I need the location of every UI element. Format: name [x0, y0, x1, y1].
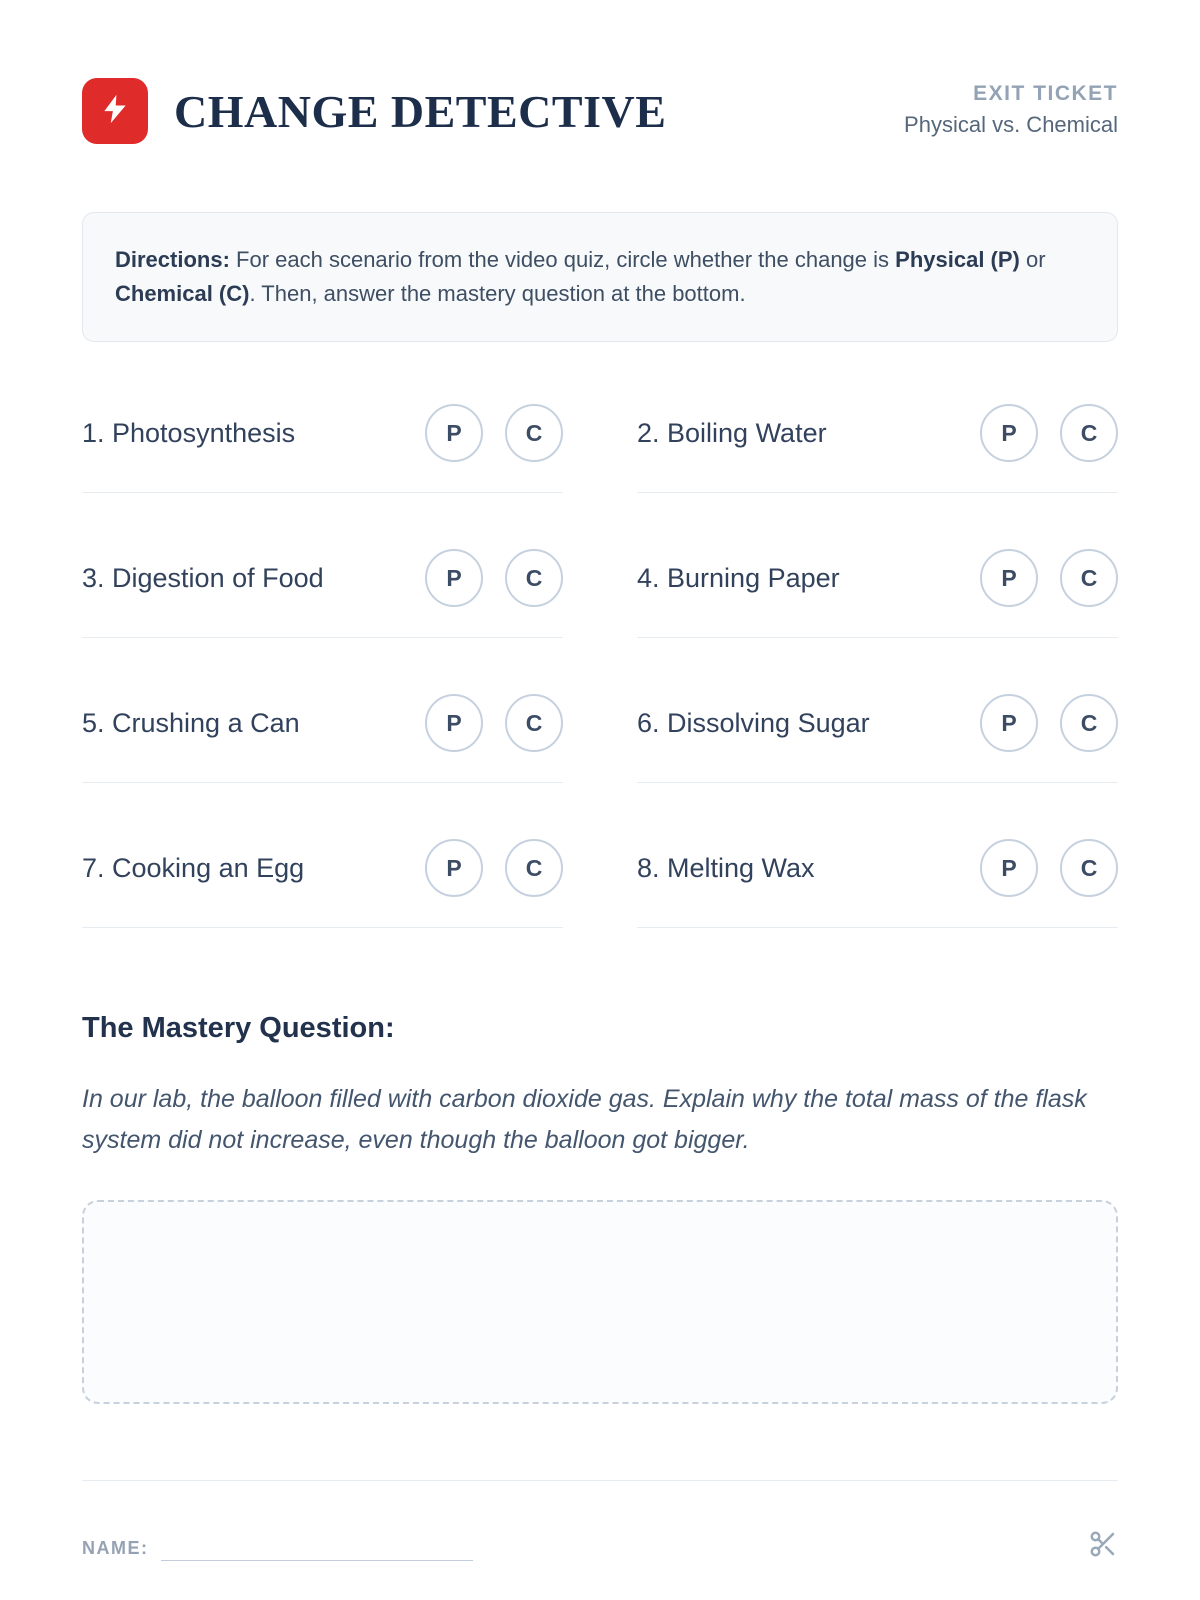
scenario-row: [82, 839, 563, 928]
scissors-icon: [1088, 1529, 1118, 1561]
choice-chemical[interactable]: C: [1060, 549, 1118, 607]
mastery-heading: The Mastery Question:: [82, 1012, 395, 1045]
scenario-row: [637, 694, 1118, 783]
choice-physical[interactable]: P: [425, 404, 483, 462]
scenario-row: [82, 549, 563, 638]
scenario-row: [82, 694, 563, 783]
choice-physical[interactable]: P: [425, 694, 483, 752]
app-logo: [82, 78, 148, 144]
mastery-question-text: In our lab, the balloon filled with carbon dioxide gas. Explain why the total mass of the flask system did not increase, even though the balloon got bigger.: [82, 1085, 1087, 1154]
answer-writing-area[interactable]: [82, 1200, 1118, 1404]
choice-chemical[interactable]: C: [1060, 404, 1118, 462]
page-title: CHANGE DETECTIVE: [174, 85, 667, 137]
name-field-group: [82, 1535, 473, 1561]
choice-group: [425, 839, 563, 897]
name-input-line[interactable]: [161, 1535, 473, 1561]
scenario-label: 2. Boiling Water: [637, 417, 827, 448]
directions-text-3: . Then, answer the mastery question at the bottom.: [249, 281, 746, 307]
scenario-label: 1. Photosynthesis: [82, 417, 296, 448]
scenario-label: 4. Burning Paper: [637, 562, 840, 593]
directions-label: Directions:: [115, 247, 230, 272]
name-label: NAME:: [82, 1538, 149, 1559]
scenario-label: 7. Cooking an Egg: [82, 852, 305, 883]
choice-chemical[interactable]: C: [1060, 839, 1118, 897]
directions-bold-chemical: Chemical (C): [115, 281, 250, 307]
directions-text-2: or: [1019, 247, 1046, 272]
scenario-label: 5. Crushing a Can: [82, 707, 300, 738]
choice-group: [980, 839, 1118, 897]
choice-group: [425, 404, 563, 462]
scenario-label: 8. Melting Wax: [637, 852, 815, 883]
choice-group: [980, 694, 1118, 752]
choice-physical[interactable]: P: [980, 694, 1038, 752]
worksheet-subtitle: Physical vs. Chemical: [904, 112, 1118, 137]
choice-chemical[interactable]: C: [505, 549, 563, 607]
header-left: [82, 78, 666, 144]
exit-ticket-badge: EXIT TICKET: [973, 82, 1118, 105]
footer-divider: [82, 1480, 1118, 1481]
scenario-row: [637, 404, 1118, 493]
choice-group: [425, 694, 563, 752]
scenario-row: [637, 549, 1118, 638]
choice-physical[interactable]: P: [425, 839, 483, 897]
choice-chemical[interactable]: C: [1060, 694, 1118, 752]
choice-chemical[interactable]: C: [505, 839, 563, 897]
scenario-row: [82, 404, 563, 493]
header-right: [904, 78, 1118, 138]
choice-group: [980, 404, 1118, 462]
directions-text-1: For each scenario from the video quiz, circle whether the change is: [229, 247, 896, 272]
scenario-label: 6. Dissolving Sugar: [637, 707, 870, 738]
directions-bold-physical: Physical (P): [895, 247, 1020, 272]
choice-group: [425, 549, 563, 607]
lightning-bolt-icon: [98, 92, 132, 131]
header: [82, 78, 1118, 144]
scenario-grid: [82, 404, 1118, 928]
choice-physical[interactable]: P: [980, 839, 1038, 897]
choice-group: [980, 549, 1118, 607]
directions-box: [82, 212, 1118, 342]
choice-physical[interactable]: P: [980, 549, 1038, 607]
choice-physical[interactable]: P: [980, 404, 1038, 462]
scenario-label: 3. Digestion of Food: [82, 562, 324, 593]
choice-physical[interactable]: P: [425, 549, 483, 607]
footer: [82, 1529, 1118, 1561]
choice-chemical[interactable]: C: [505, 404, 563, 462]
scenario-row: [637, 839, 1118, 928]
choice-chemical[interactable]: C: [505, 694, 563, 752]
